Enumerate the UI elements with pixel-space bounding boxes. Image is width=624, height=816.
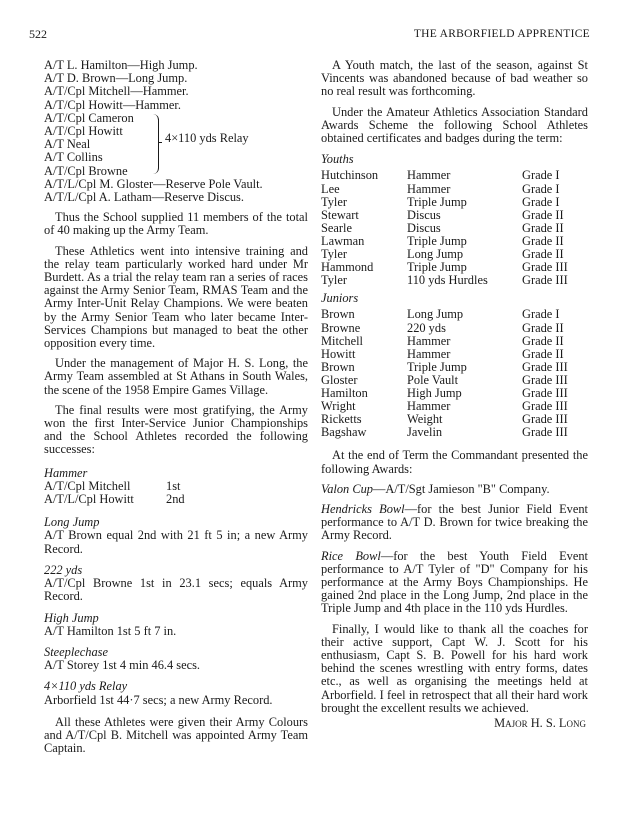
award-valon (321, 483, 588, 496)
page-number: 522 (29, 27, 47, 41)
relay-member: A/T/Cpl Howitt (44, 124, 123, 139)
grade: Grade II (522, 233, 564, 248)
placing: 2nd (166, 492, 185, 507)
athlete-name: Tyler (321, 273, 347, 288)
grade: Grade II (522, 320, 564, 335)
grade: Grade III (522, 386, 568, 401)
grade: Grade II (522, 346, 564, 361)
grade-row (321, 169, 588, 182)
athlete-name: A/T/L/Cpl Howitt (44, 492, 134, 507)
youths-heading: Youths (321, 152, 354, 167)
result-text: A/T Brown equal 2nd with 21 ft 5 in; a new Army Record. (44, 528, 308, 556)
event-name: Triple Jump (407, 233, 467, 248)
athlete-name: Lee (321, 181, 340, 196)
relay-member: A/T/Cpl Browne (44, 163, 128, 178)
relay-brace (152, 114, 159, 174)
result-heading: 222 yds (44, 562, 83, 577)
paragraph: At the end of Term the Commandant presented the following Awards: (321, 448, 588, 476)
result-text: Arborfield 1st 44·7 secs; a new Army Record. (44, 692, 273, 707)
event-name: Long Jump (407, 246, 464, 261)
team-member: A/T D. Brown—Long Jump. (44, 71, 188, 86)
grade-row (321, 348, 588, 361)
grade: Grade II (522, 207, 564, 222)
grade: Grade I (522, 181, 560, 196)
result-row (44, 493, 308, 506)
team-member: A/T/L/Cpl A. Latham—Reserve Discus. (44, 190, 244, 205)
athlete-name: Gloster (321, 372, 358, 387)
award-hendricks (321, 503, 588, 543)
placing: 1st (166, 478, 181, 493)
juniors-heading: Juniors (321, 291, 359, 306)
grade: Grade I (522, 194, 560, 209)
relay-label: 4×110 yds Relay (165, 130, 249, 145)
event-name: Hammer (407, 333, 451, 348)
athlete-name: A/T/Cpl Mitchell (44, 478, 131, 493)
juniors-table (321, 308, 588, 439)
award-title: Hendricks Bowl (321, 502, 405, 517)
award-rice (321, 550, 588, 616)
event-name: Discus (407, 220, 441, 235)
athlete-name: Hammond (321, 260, 374, 275)
event-name: Hammer (407, 399, 451, 414)
athlete-name: Tyler (321, 246, 347, 261)
result-heading: High Jump (44, 610, 99, 625)
grade-row (321, 209, 588, 222)
relay-member: A/T Neal (44, 137, 91, 152)
paragraph: A Youth match, the last of the season, against St Vincents was abandoned because of bad weather so no real result was forthcoming. (321, 58, 588, 99)
event-name: Long Jump (407, 307, 464, 322)
paragraph: Finally, I would like to thank all the coaches for their active support, Capt W. J. Scott for his enthusiasm, Capt S. B. Powell for his hard work behind the scenes wrestling with entry forms, dates etc., as well as organising the meetings held at Arborfield. I feel in retrospect that all their hard work brought the excellent results we achieved. (321, 621, 588, 715)
result-text: A/T Storey 1st 4 min 46.4 secs. (44, 658, 201, 673)
athlete-name: Stewart (321, 207, 359, 222)
grade: Grade III (522, 359, 568, 374)
relay-member: A/T/Cpl Cameron (44, 110, 134, 125)
award-text: —A/T/Sgt Jamieson "B" Company. (372, 481, 550, 496)
athlete-name: Hutchinson (321, 168, 379, 183)
grade: Grade III (522, 425, 568, 440)
award-text: —for the best Junior Field Event performance to A/T D. Brown for twice breaking the Army Record. (321, 502, 588, 543)
athlete-name: Brown (321, 359, 355, 374)
running-title: THE ARBORFIELD APPRENTICE (413, 28, 590, 40)
athlete-name: Tyler (321, 194, 347, 209)
event-name: Hammer (407, 346, 451, 361)
event-name: Hammer (407, 168, 451, 183)
athlete-name: Mitchell (321, 333, 363, 348)
grade-row (321, 322, 588, 335)
athlete-name: Brown (321, 307, 355, 322)
event-name: Hammer (407, 181, 451, 196)
event-name: 220 yds (407, 320, 446, 335)
grade: Grade I (522, 168, 560, 183)
athlete-name: Lawman (321, 233, 365, 248)
award-text: —for the best Youth Field Event performance to A/T Tyler of "D" Company for his performance at the Army Boys Championships. He gained 2nd place in the Long Jump, 2nd place in the Triple Jump and 4th place in the 110 yds Hurdles. (321, 548, 588, 616)
page-header (0, 28, 624, 44)
paragraph: These Athletics went into intensive training and the relay team particularly worked hard under Mr Burdett. As a trial the relay team ran a series of races against the Army Senior Team, RMAS Team and the Army Inter-Unit Relay Champions. We were beaten by the Army Senior Team who later became Inter-Services Champions but managed to beat the other opposition every time. (44, 243, 308, 351)
paragraph: Under the Amateur Athletics Association Standard Awards Scheme the following School Athletes obtained certificates and badges during the term: (321, 104, 588, 146)
youths-table (321, 169, 588, 287)
grade-row (321, 308, 588, 321)
grade: Grade III (522, 273, 568, 288)
award-title: Valon Cup (321, 481, 373, 496)
grade: Grade III (522, 399, 568, 414)
event-name: Triple Jump (407, 260, 467, 275)
event-name: 110 yds Hurdles (407, 273, 488, 288)
team-list (44, 59, 308, 204)
event-name: Triple Jump (407, 194, 467, 209)
relay-group (44, 112, 308, 178)
team-member: A/T L. Hamilton—High Jump. (44, 58, 198, 72)
result-heading: Hammer (44, 465, 88, 480)
grade: Grade II (522, 246, 564, 261)
grade-row (321, 274, 588, 287)
grade-row (321, 196, 588, 209)
event-name: Weight (407, 412, 443, 427)
grade-row (321, 335, 588, 348)
grade: Grade III (522, 260, 568, 275)
athlete-name: Wright (321, 399, 356, 414)
left-column (44, 59, 308, 755)
grade: Grade I (522, 307, 560, 322)
grade: Grade II (522, 333, 564, 348)
result-text: A/T Hamilton 1st 5 ft 7 in. (44, 623, 177, 638)
result-heading: 4×110 yds Relay (44, 679, 128, 694)
paragraph: All these Athletes were given their Army Colours and A/T/Cpl B. Mitchell was appointed Army Team Captain. (44, 714, 308, 756)
relay-brace-tip (158, 142, 162, 143)
athlete-name: Ricketts (321, 412, 362, 427)
relay-member: A/T Collins (44, 150, 103, 165)
grade: Grade II (522, 220, 564, 235)
result-heading: Long Jump (44, 515, 100, 530)
grade-row (321, 426, 588, 439)
grade: Grade III (522, 372, 568, 387)
athlete-name: Hamilton (321, 386, 368, 401)
athlete-name: Howitt (321, 346, 356, 361)
grade-row (321, 361, 588, 374)
event-name: High Jump (407, 386, 462, 401)
result-heading: Steeplechase (44, 644, 108, 659)
right-column (321, 59, 588, 730)
signature: Major H. S. Long (494, 716, 586, 731)
athlete-name: Browne (321, 320, 361, 335)
grade-row (321, 183, 588, 196)
team-member: A/T/Cpl Howitt—Hammer. (44, 97, 181, 112)
result-text: A/T/Cpl Browne 1st in 23.1 secs; equals Army Record. (44, 576, 308, 604)
grade: Grade III (522, 412, 568, 427)
event-name: Triple Jump (407, 359, 467, 374)
event-name: Discus (407, 207, 441, 222)
grade-row (321, 222, 588, 235)
event-name: Pole Vault (407, 372, 459, 387)
event-name: Javelin (407, 425, 443, 440)
team-member: A/T/L/Cpl M. Gloster—Reserve Pole Vault. (44, 176, 263, 191)
athlete-name: Bagshaw (321, 425, 367, 440)
athlete-name: Searle (321, 220, 352, 235)
paragraph: Under the management of Major H. S. Long, the Army Team assembled at St Athans in South Wales, the scene of the 1958 Empire Games Village. (44, 356, 308, 397)
team-member: A/T/Cpl Mitchell—Hammer. (44, 84, 189, 99)
paragraph: The final results were most gratifying, the Army won the first Inter-Service Junior Championships and the School Athletes recorded the following successes: (44, 402, 308, 457)
paragraph: Thus the School supplied 11 members of the total of 40 making up the Army Team. (44, 210, 308, 238)
award-title: Rice Bowl (321, 548, 381, 563)
